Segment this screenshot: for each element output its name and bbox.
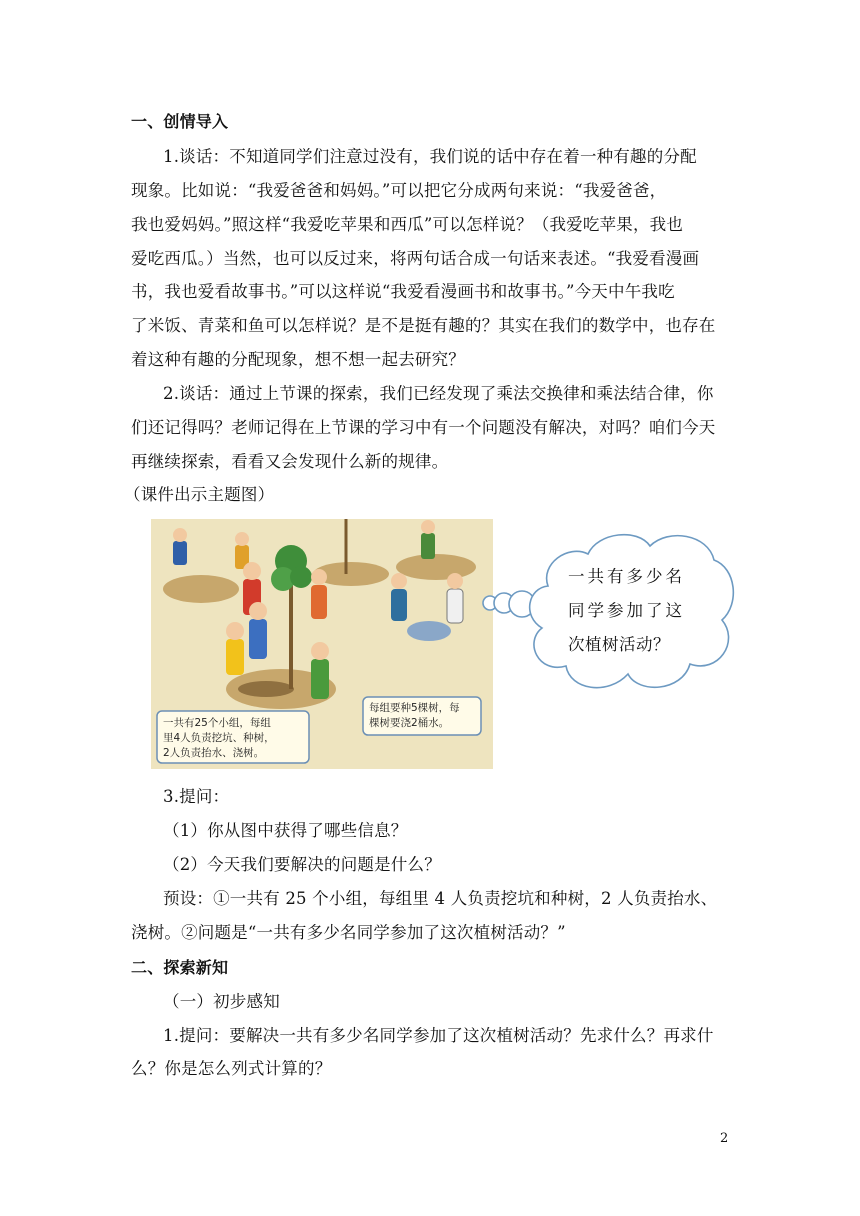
paragraph-line: 1.提问：要解决一共有多少名同学参加了这次植树活动？先求什么？再求什 [163,1026,714,1045]
paragraph-line: 书，我也爱看故事书。”可以这样说“我爱看漫画书和故事书。”今天中午我吃 [131,282,675,301]
figure-caption-right-line: 每组要种5棵树，每 [369,702,460,714]
tree-planting-illustration [151,519,493,769]
subsection-heading: （一）初步感知 [163,992,280,1011]
preset-line: 预设：①一共有 25 个小组，每组里 4 人负责挖坑和种树，2 人负责抬水、 [163,889,718,908]
cloud-text-line: 次植树活动？ [568,635,670,654]
paragraph-line: 么？你是怎么列式计算的？ [131,1059,332,1078]
paragraph-line: 爱吃西瓜。）当然，也可以反过来，将两句话合成一句话来表述。“我爱看漫画 [131,249,700,268]
question-heading: 3.提问： [163,787,230,806]
paragraph-line: 们还记得吗？老师记得在上节课的学习中有一个问题没有解决，对吗？咱们今天 [131,418,716,437]
figure-caption-left-line: 里4人负责挖坑、种树， [163,732,275,744]
paragraph-line: 1.谈话：不知道同学们注意过没有，我们说的话中存在着一种有趣的分配 [163,147,697,166]
preset-line: 浇树。②问题是“一共有多少名同学参加了这次植树活动？” [131,923,566,942]
paragraph-line: 现象。比如说：“我爱爸爸和妈妈。”可以把它分成两句来说：“我爱爸爸， [131,181,667,200]
paragraph-line: 着这种有趣的分配现象，想不想一起去研究？ [131,350,465,369]
section-heading-explore: 二、探索新知 [131,958,229,977]
figure-caption-left-line: 一共有25个小组，每组 [163,717,271,729]
cloud-text-line: 同学参加了这 [568,601,685,620]
page-number: 2 [720,1131,729,1146]
figure-caption-right-line: 棵树要浇2桶水。 [369,717,450,729]
cloud-text-line: 一共有多少名 [568,567,685,586]
section-heading-intro: 一、创情导入 [131,112,229,131]
courseware-note: （课件出示主题图） [124,485,275,504]
paragraph-line: 再继续探索，看看又会发现什么新的规律。 [131,452,449,471]
paragraph-line: 了米饭、青菜和鱼可以怎样说？是不是挺有趣的？其实在我们的数学中，也存在 [131,316,716,335]
question-item: （1）你从图中获得了哪些信息？ [163,821,408,840]
paragraph-line: 2.谈话：通过上节课的探索，我们已经发现了乘法交换律和乘法结合律，你 [163,384,714,403]
question-item: （2）今天我们要解决的问题是什么？ [163,855,441,874]
figure-caption-left-line: 2人负责抬水、浇树。 [163,747,265,759]
paragraph-line: 我也爱妈妈。”照这样“我爱吃苹果和西瓜”可以怎样说？（我爱吃苹果，我也 [131,215,684,234]
